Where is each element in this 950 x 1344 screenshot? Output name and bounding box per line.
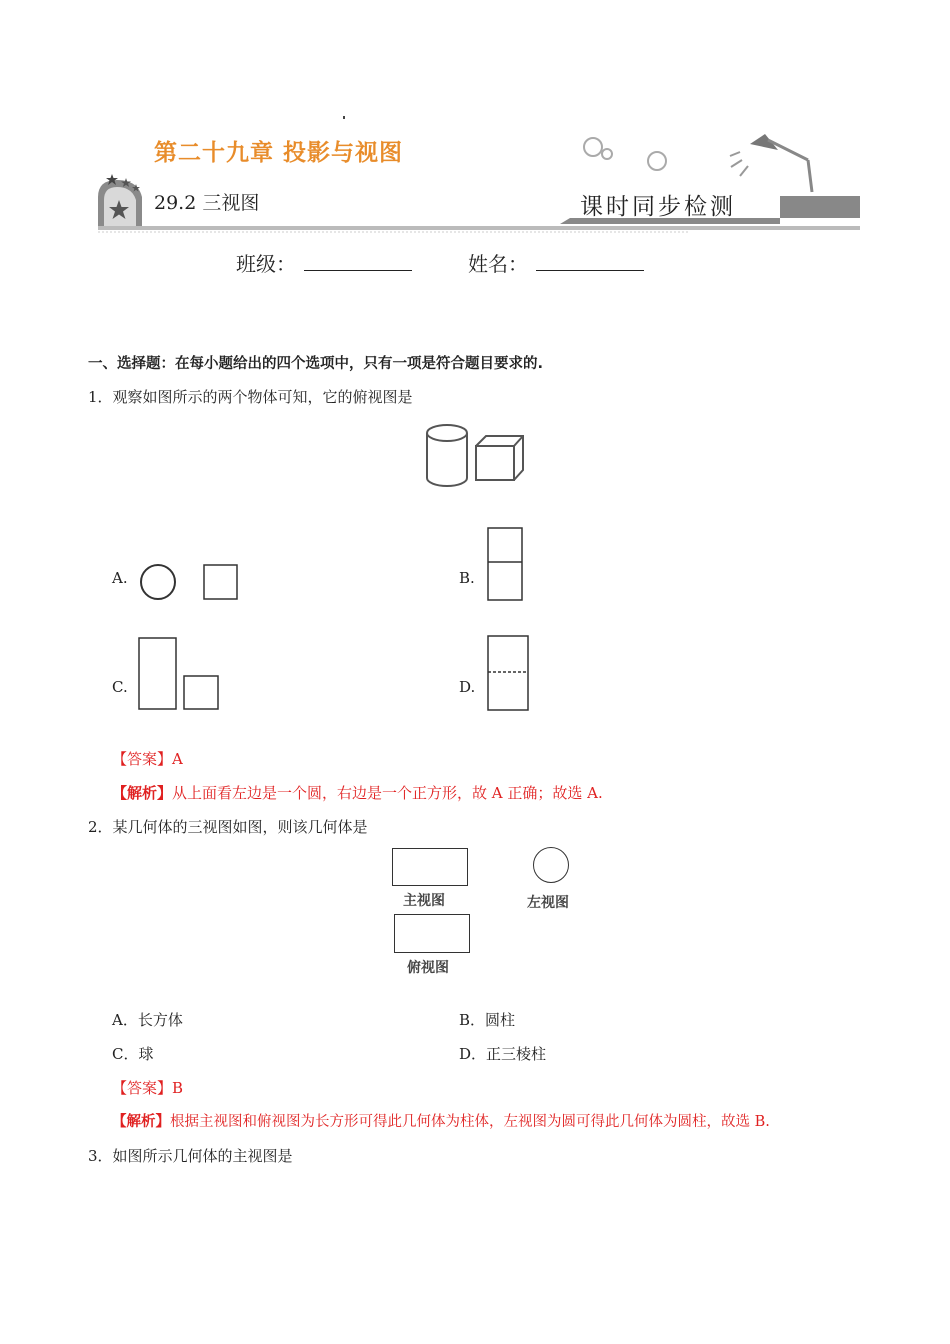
q1-answer: 【答案】A [112, 750, 183, 768]
name-field [468, 248, 644, 277]
top-view-rect [394, 914, 470, 953]
q2-option-c[interactable]: C．球 [112, 1045, 154, 1063]
bubble-icon [584, 138, 602, 156]
q2-stem: 2．某几何体的三视图如图，则该几何体是 [88, 818, 368, 836]
q1-stem: 1．观察如图所示的两个物体可知，它的俯视图是 [88, 388, 413, 406]
side-view-circle [533, 847, 569, 883]
q1-option-d-label: D. [459, 678, 476, 696]
class-blank [304, 252, 412, 271]
top-view-label: 俯视图 [407, 960, 449, 976]
banner-graphic [90, 112, 865, 237]
front-view-label: 主视图 [403, 893, 445, 909]
desk-lamp-icon [730, 134, 812, 192]
cube-figure [476, 436, 523, 480]
q1-option-c-label: C. [112, 678, 128, 696]
section-title: 29.2 三视图 [154, 192, 260, 214]
q3-stem: 3．如图所示几何体的主视图是 [88, 1147, 293, 1165]
worksheet-title: 课时同步检测 [580, 194, 736, 220]
star-badge-icon [98, 174, 142, 230]
q2-figure [390, 846, 590, 976]
q2-option-d[interactable]: D．正三棱柱 [459, 1045, 547, 1063]
q1-analysis-text: 从上面看左边是一个圆，右边是一个正方形，故 A 正确；故选 A. [172, 784, 603, 802]
q2-option-b[interactable]: B．圆柱 [459, 1011, 516, 1029]
front-view-rect [392, 848, 468, 886]
q1-option-c-figure[interactable] [135, 634, 225, 714]
side-view-label: 左视图 [527, 895, 569, 911]
name-label: 姓名： [468, 252, 528, 276]
bubble-icon [602, 149, 612, 159]
q1-option-b-figure[interactable] [485, 525, 527, 605]
class-label: 班级： [236, 252, 296, 276]
q1-option-a-label: A. [112, 569, 128, 587]
q2-analysis [112, 1112, 770, 1132]
section-heading: 一、选择题：在每小题给出的四个选项中，只有一项是符合题目要求的. [88, 356, 544, 372]
q1-option-d-figure[interactable] [485, 633, 531, 715]
q2-analysis-text: 根据主视图和俯视图为长方形可得此几何体为柱体，左视图为圆可得此几何体为圆柱，故选 B. [170, 1114, 770, 1130]
q1-option-b-label: B. [459, 569, 475, 587]
q1-figure [420, 420, 530, 492]
q2-option-a[interactable]: A．长方体 [112, 1011, 183, 1029]
cylinder-figure [427, 425, 467, 486]
q2-analysis-label: 【解析】 [112, 1113, 170, 1130]
q2-answer: 【答案】B [112, 1079, 184, 1097]
q1-analysis-label: 【解析】 [112, 784, 173, 802]
bubble-icon [648, 152, 666, 170]
name-blank [536, 252, 644, 271]
q1-option-a-figure[interactable] [135, 560, 245, 605]
q1-analysis [112, 783, 603, 803]
class-field [236, 248, 412, 277]
chapter-title: 第二十九章 投影与视图 [154, 140, 404, 166]
